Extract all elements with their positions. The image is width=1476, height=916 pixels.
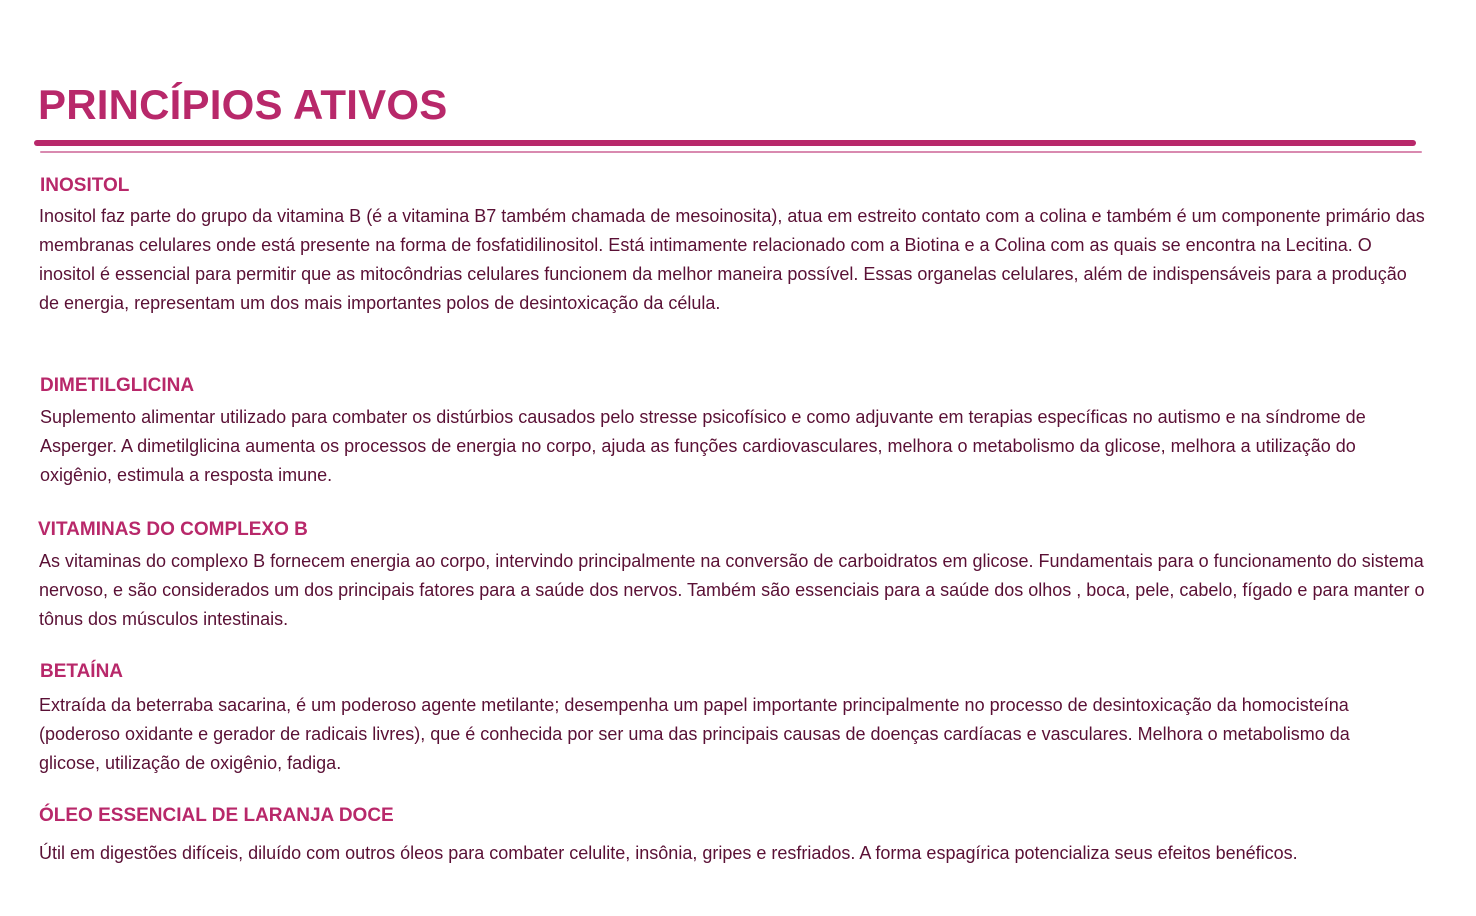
section-body: Suplemento alimentar utilizado para combater os distúrbios causados pelo stresse psicofísico e como adjuvante em terapias específicas no autismo e na síndrome de Asperger. A dimetilglicina aumenta os processos de energia no corpo, ajuda as funções cardiovasculares, melhora o metabolismo da glicose, melhora a utilização do oxigênio, estimula a resposta imune.: [40, 407, 1366, 485]
section-body: Extraída da beterraba sacarina, é um poderoso agente metilante; desempenha um papel importante principalmente no processo de desintoxicação da homocisteína (poderoso oxidante e gerador de radicais livres), que é conhecida por ser uma das principais causas de doenças cardíacas e vasculares. Melhora o metabolismo da glicose, utilização de oxigênio, fadiga.: [39, 695, 1350, 773]
section-oleo-laranja-doce: [0, 804, 1476, 870]
section-body: Inositol faz parte do grupo da vitamina B (é a vitamina B7 também chamada de mesoinosita), atua em estreito contato com a colina e também é um componente primário das membranas celulares onde está presente na forma de fosfatidilinositol. Está intimamente relacionado com a Biotina e a Colina com as quais se encontra na Lecitina. O inositol é essencial para permitir que as mitocôndrias celulares funcionem da melhor maneira possível. Essas organelas celulares, além de indispensáveis para a produção de energia, representam um dos mais importantes polos de desintoxicação da célula.: [39, 206, 1425, 313]
section-dimetilglicina: [0, 374, 1476, 490]
title-underline: [34, 140, 1416, 146]
section-betaina: [0, 660, 1476, 778]
section-heading: VITAMINAS DO COMPLEXO B: [38, 519, 308, 540]
section-body: Útil em digestões difíceis, diluído com outros óleos para combater celulite, insônia, gripes e resfriados. A forma espagírica potencializa seus efeitos benéficos.: [39, 843, 1298, 863]
section-body: As vitaminas do complexo B fornecem energia ao corpo, intervindo principalmente na conversão de carboidratos em glicose. Fundamentais para o funcionamento do sistema nervoso, e são considerados um dos principais fatores para a saúde dos nervos. Também são essenciais para a saúde dos olhos , boca, pele, cabelo, fígado e para manter o tônus dos músculos intestinais.: [39, 551, 1425, 629]
section-inositol: [0, 174, 1476, 318]
title-underline-thin: [40, 151, 1422, 153]
page-title: PRINCÍPIOS ATIVOS: [38, 81, 448, 128]
section-heading: ÓLEO ESSENCIAL DE LARANJA DOCE: [39, 805, 394, 826]
section-heading: BETAÍNA: [40, 661, 124, 682]
section-vitaminas-complexo-b: [0, 518, 1476, 634]
section-heading: INOSITOL: [40, 175, 130, 196]
section-heading: DIMETILGLICINA: [40, 375, 195, 396]
